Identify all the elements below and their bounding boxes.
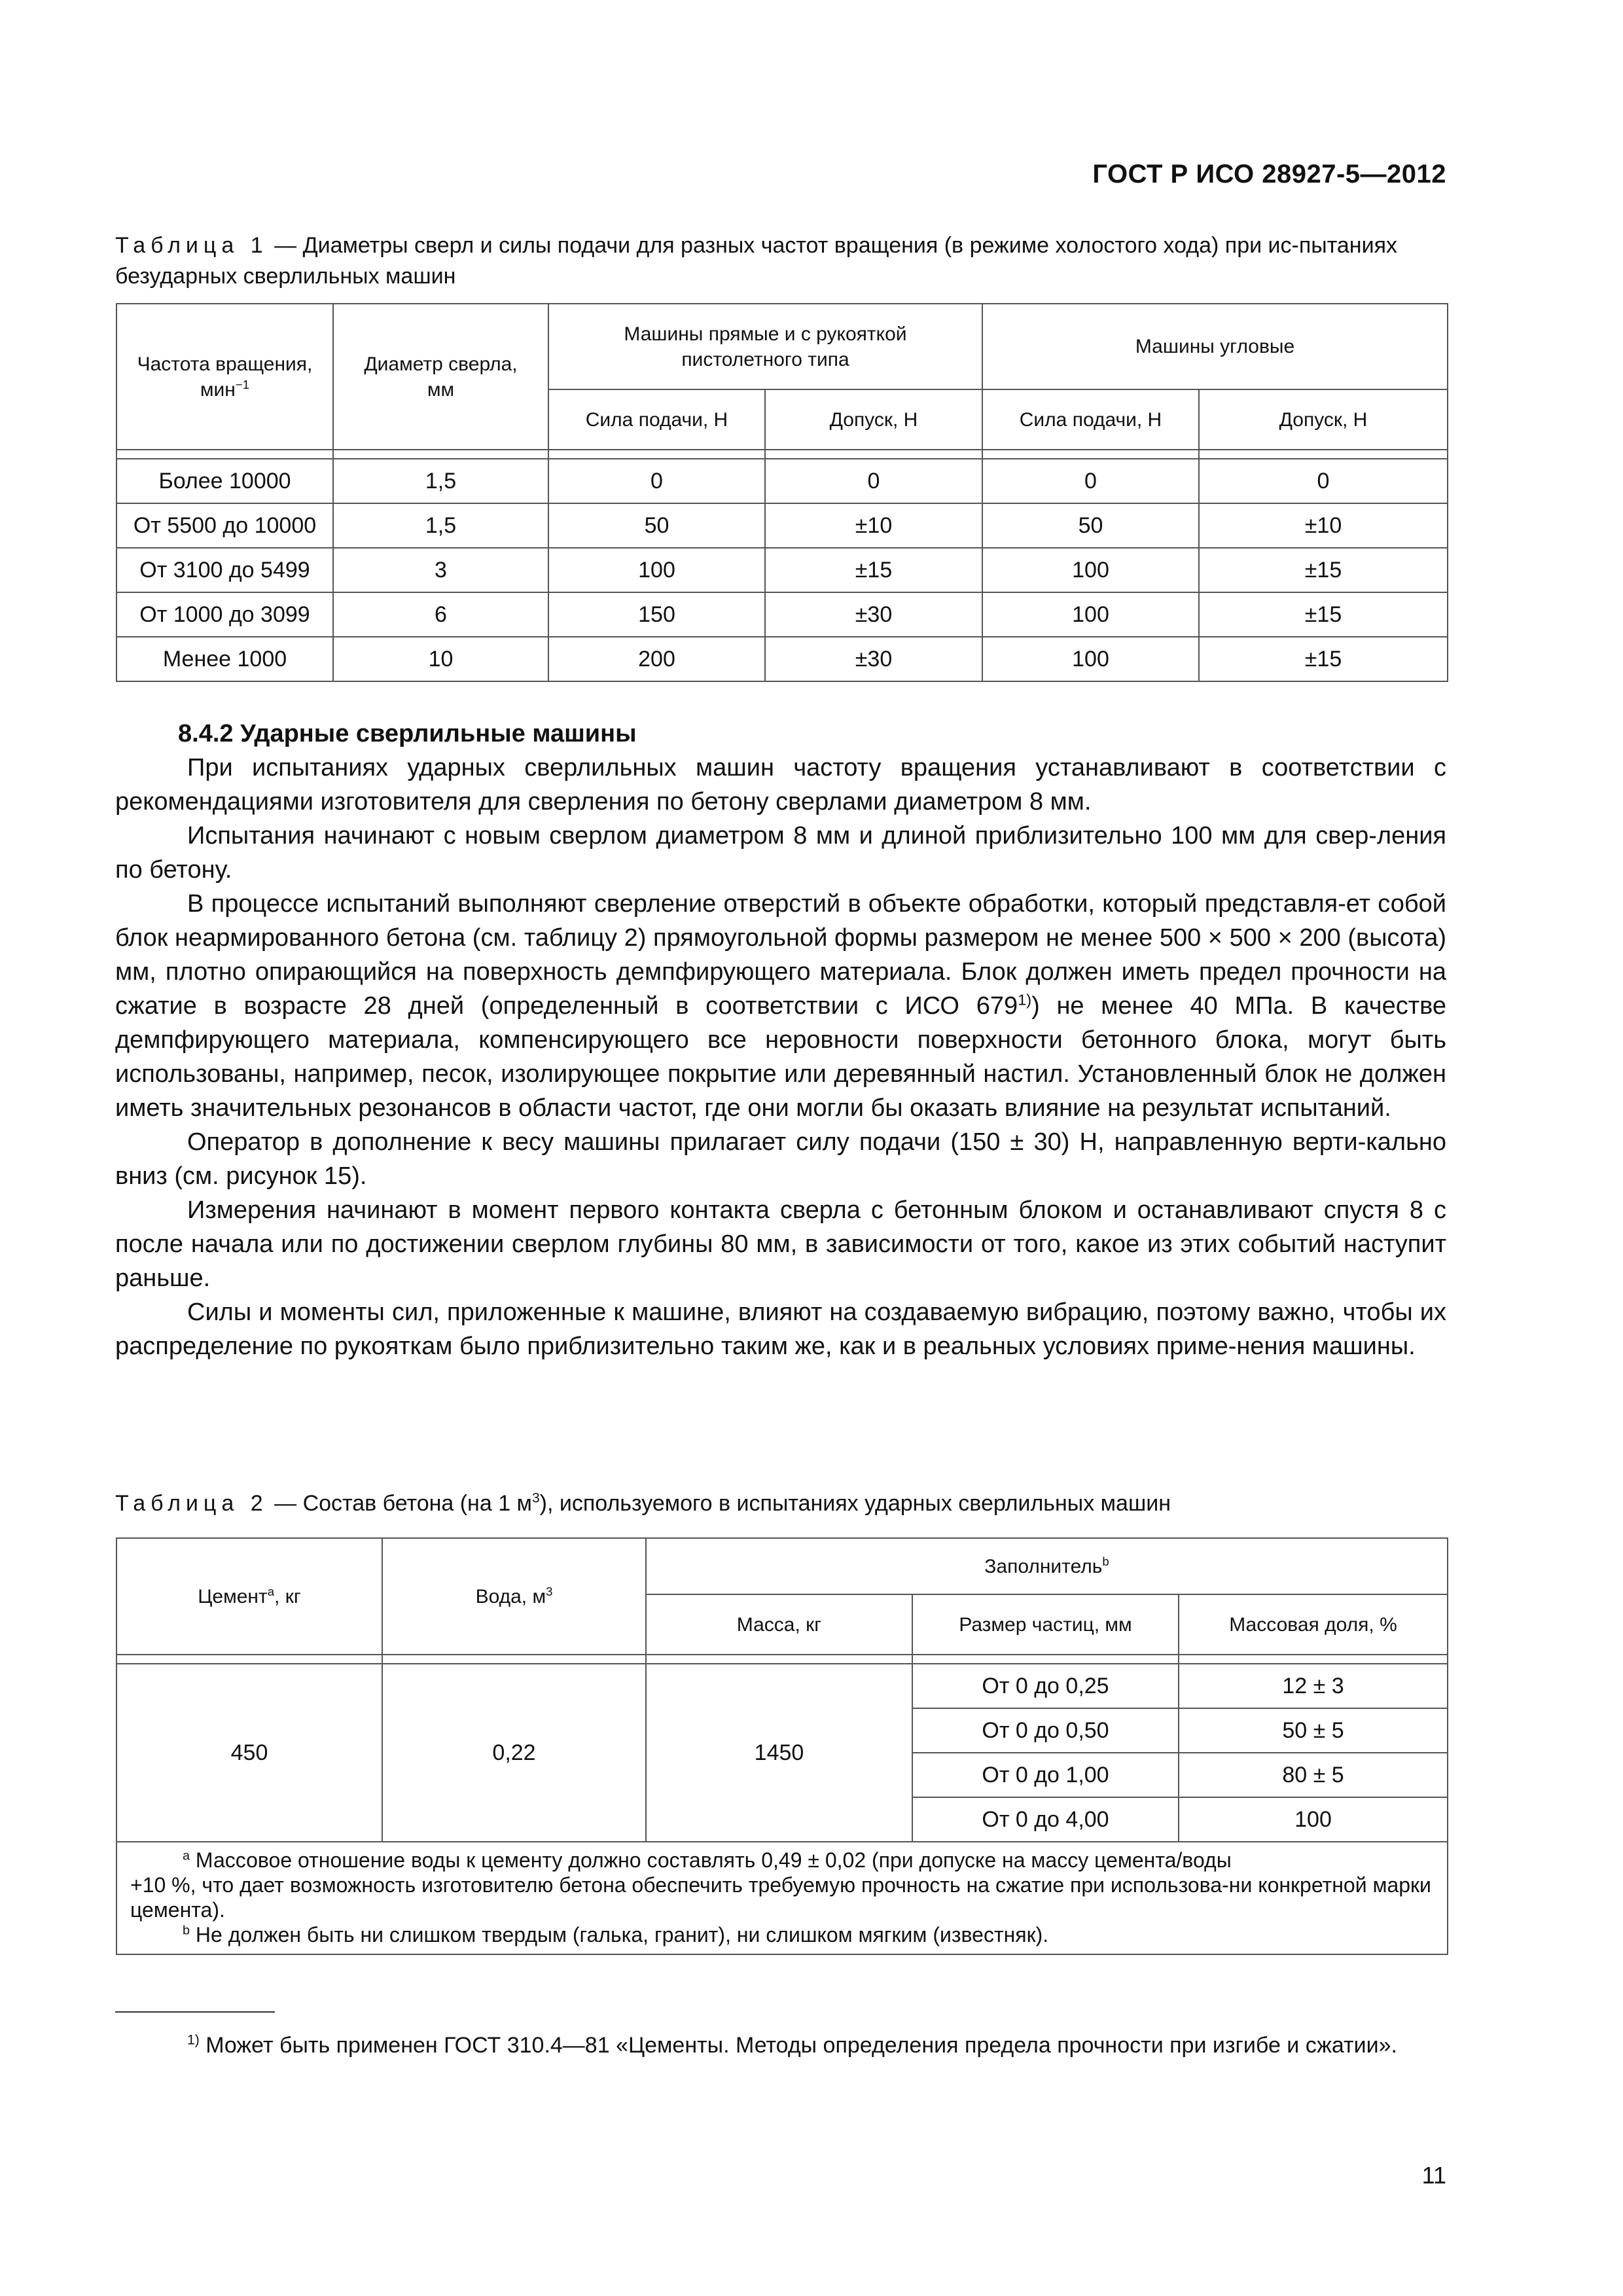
note-a — [130, 1848, 1434, 1873]
cell: 100 — [548, 548, 765, 592]
table2-caption — [115, 1488, 1446, 1519]
note-b-mark: b — [183, 1923, 190, 1938]
cell: ±15 — [765, 548, 982, 592]
cell: ±30 — [765, 637, 982, 681]
table2-caption-exp: 3 — [531, 1490, 540, 1506]
paragraph-part: ) не менее 40 МПа. В качестве демпфирующего материала, компенсирующего все неровности поверхности бетонного блока, могут быть использованы, например, песок, изолирующее покрытие или деревянный настил. Установленный блок не должен иметь значительных резонансов в области частот, где они могли бы оказать влияние на результат испытаний. — [115, 992, 1446, 1122]
cell: ±15 — [1199, 592, 1448, 637]
paragraph: Измерения начинают в момент первого контакта сверла с бетонным блоком и останавливают спустя 8 с после начала или по достижении сверлом глубины 80 мм, в зависимости от того, какое из этих событий наступит раньше. — [115, 1196, 1446, 1292]
header-filler-label: Заполнитель — [984, 1555, 1103, 1577]
cell: От 0 до 0,50 — [912, 1708, 1179, 1753]
cell: 100 — [982, 637, 1199, 681]
header-drill-diameter: Диаметр сверла, мм — [333, 304, 548, 450]
cell: 1,5 — [333, 459, 548, 503]
header-water-label: Вода, м — [475, 1585, 546, 1607]
table-row — [116, 503, 1448, 548]
cell: 3 — [333, 548, 548, 592]
header-straight-machines: Машины прямые и с рукояткой пистолетного типа — [548, 304, 982, 389]
standard-code: ГОСТ Р ИСО 28927-5—2012 — [1092, 160, 1446, 188]
footnote-mark: 1) — [187, 2032, 200, 2048]
header-tolerance: Допуск, Н — [765, 389, 982, 450]
paragraph: Испытания начинают с новым сверлом диаметром 8 мм и длиной приблизительно 100 мм для свер-ления по бетону. — [115, 822, 1446, 884]
header-filler — [646, 1538, 1448, 1594]
table-row — [116, 1664, 1448, 1708]
header-cement — [116, 1538, 382, 1655]
cell: 10 — [333, 637, 548, 681]
note-a-text: Массовое отношение воды к цементу должно составлять 0,49 ± 0,02 (при допуске на массу цемента/воды — [195, 1848, 1232, 1872]
header-filler-note: b — [1102, 1554, 1109, 1568]
cell: 80 ± 5 — [1179, 1753, 1448, 1797]
cell: 0 — [765, 459, 982, 503]
header-particle-size: Размер частиц, мм — [912, 1594, 1179, 1655]
header-feed-force: Сила подачи, Н — [982, 389, 1199, 450]
table-row — [116, 637, 1448, 681]
cell: Более 10000 — [116, 459, 333, 503]
header-angle-machines: Машины угловые — [982, 304, 1448, 389]
header-mass: Масса, кг — [646, 1594, 912, 1655]
cell: 100 — [1179, 1797, 1448, 1842]
cement-value: 450 — [116, 1664, 382, 1842]
table-row — [116, 459, 1448, 503]
cell: ±15 — [1199, 548, 1448, 592]
header-cement-unit: , кг — [274, 1585, 301, 1607]
table1-caption-text: — Диаметры сверл и силы подачи для разных частот вращения (в режиме холостого хода) при ис-пытаниях безударных сверлильных машин — [115, 233, 1397, 289]
header-tolerance: Допуск, Н — [1199, 389, 1448, 450]
cell: От 3100 до 5499 — [116, 548, 333, 592]
cell: 6 — [333, 592, 548, 637]
header-rotation-speed — [116, 304, 333, 450]
cell: 100 — [982, 548, 1199, 592]
cell: 100 — [982, 592, 1199, 637]
note-a-continuation: +10 %, что дает возможность изготовителю бетона обеспечить требуемую прочность на сжатие при использова-ни конкретной марки цемента). — [130, 1873, 1431, 1922]
cell: Менее 1000 — [116, 637, 333, 681]
cell: 0 — [548, 459, 765, 503]
table2-caption-text: — Состав бетона (на 1 м — [268, 1491, 532, 1516]
paragraph: Оператор в дополнение к весу машины прилагает силу подачи (150 ± 30) Н, направленную верти-кально вниз (см. рисунок 15). — [115, 1128, 1446, 1190]
cell: От 5500 до 10000 — [116, 503, 333, 548]
footnote-ref: 1) — [1018, 991, 1032, 1009]
cell: ±30 — [765, 592, 982, 637]
header-rotation-speed-label: Частота вращения, — [137, 353, 313, 375]
table-notes — [116, 1842, 1448, 1954]
cell: От 0 до 0,25 — [912, 1664, 1179, 1708]
note-b-text: Не должен быть ни слишком твердым (галька, гранит), ни слишком мягким (известняк). — [195, 1923, 1049, 1946]
paragraph-part: В процессе испытаний выполняют сверление отверстий в объекте обработки, который представля-ет собой блок неармированного бетона (см. таблицу 2) прямоугольной формы размером не менее 500 × 500 × 200 (высота) мм, плотно опирающийся на поверхность демпфирующего материала. Блок должен иметь предел прочности на сжатие в возрасте 28 дней (определенный в соответствии с ИСО 679 — [115, 890, 1446, 1020]
cell: От 0 до 1,00 — [912, 1753, 1179, 1797]
header-rotation-speed-unit: мин — [200, 378, 236, 401]
mass-value: 1450 — [646, 1664, 912, 1842]
table-row — [116, 548, 1448, 592]
cell: 50 — [982, 503, 1199, 548]
cell: ±10 — [765, 503, 982, 548]
concrete-composition-table — [116, 1537, 1448, 1955]
paragraph — [115, 887, 1446, 1125]
cell: ±15 — [1199, 637, 1448, 681]
cell: От 1000 до 3099 — [116, 592, 333, 637]
paragraph: Силы и моменты сил, приложенные к машине, влияют на создаваемую вибрацию, поэтому важно, чтобы их распределение по рукояткам было приблизительно таким же, как и в реальных условиях приме-нения машины. — [115, 1299, 1446, 1360]
note-b — [130, 1922, 1434, 1947]
footnote-text: Может быть применен ГОСТ 310.4—81 «Цементы. Методы определения предела прочности при изгибе и сжатии». — [205, 2033, 1397, 2058]
table2-caption-prefix: Таблица 2 — [115, 1491, 268, 1516]
footnote — [115, 2030, 1446, 2061]
table1-caption — [115, 230, 1446, 292]
cell: 0 — [982, 459, 1199, 503]
header-feed-force: Сила подачи, Н — [548, 389, 765, 450]
header-water-exp: 3 — [546, 1584, 553, 1598]
water-value: 0,22 — [382, 1664, 646, 1842]
header-cement-note: a — [267, 1584, 275, 1598]
section-heading: 8.4.2 Ударные сверлильные машины — [178, 720, 637, 747]
cell: 50 — [548, 503, 765, 548]
header-water — [382, 1538, 646, 1655]
cell: ±10 — [1199, 503, 1448, 548]
header-mass-fraction: Массовая доля, % — [1179, 1594, 1448, 1655]
note-a-mark: a — [183, 1848, 190, 1863]
table-row — [116, 592, 1448, 637]
section-body — [115, 717, 1446, 1363]
cell: 150 — [548, 592, 765, 637]
footnote-divider — [115, 2011, 275, 2013]
drill-diameter-table — [116, 303, 1448, 682]
paragraph: При испытаниях ударных сверлильных машин частоту вращения устанавливают в соответствии с рекомендациями изготовителя для сверления по бетону сверлами диаметром 8 мм. — [115, 754, 1446, 816]
cell: 200 — [548, 637, 765, 681]
cell: 1,5 — [333, 503, 548, 548]
table2-caption-text-end: ), используемого в испытаниях ударных сверлильных машин — [539, 1491, 1171, 1516]
cell: 12 ± 3 — [1179, 1664, 1448, 1708]
table1-caption-prefix: Таблица 1 — [115, 233, 268, 258]
header-rotation-speed-exp: −1 — [235, 377, 250, 391]
cell: От 0 до 4,00 — [912, 1797, 1179, 1842]
page-number: 11 — [1421, 2162, 1446, 2189]
cell: 0 — [1199, 459, 1448, 503]
cell: 50 ± 5 — [1179, 1708, 1448, 1753]
header-cement-label: Цемент — [198, 1585, 268, 1607]
